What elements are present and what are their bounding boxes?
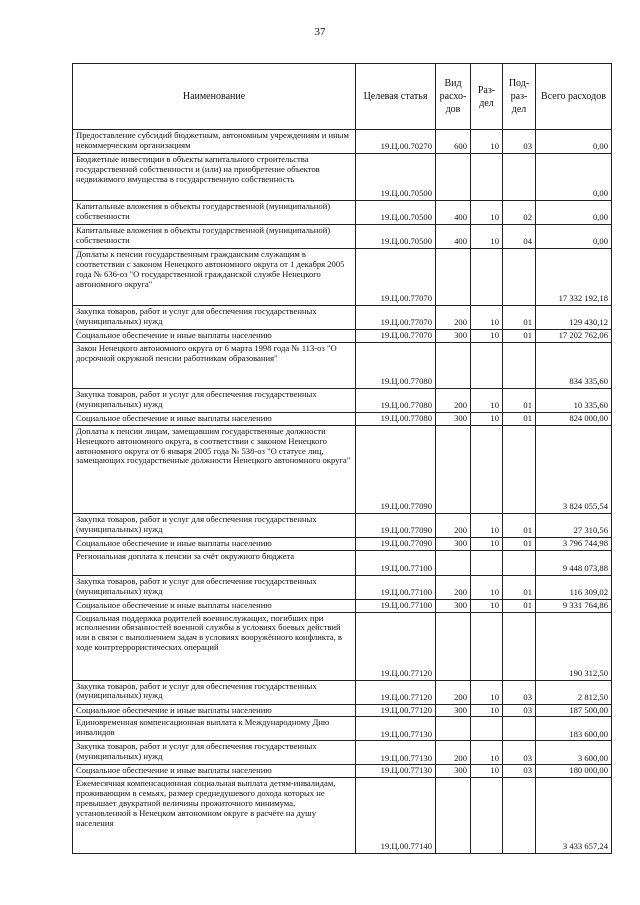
row-subsection: 01: [503, 537, 536, 550]
row-expense-type: 200: [436, 388, 471, 412]
row-subsection: 01: [503, 599, 536, 612]
row-expense-type: [436, 717, 471, 741]
row-expense-type: 400: [436, 225, 471, 249]
row-section: [471, 717, 503, 741]
row-total: 180 000,00: [536, 765, 612, 778]
row-target-article: 19.Ц.00.77120: [356, 680, 436, 704]
row-section: 10: [471, 513, 503, 537]
table-row: [73, 704, 612, 717]
row-total: 0,00: [536, 225, 612, 249]
row-expense-type: 200: [436, 741, 471, 765]
table-row: [73, 599, 612, 612]
row-name: Бюджетные инвестиции в объекты капитального строительства государственной собственности и (или) на приобретение объектов недвижимого имущества в государственную собственность: [73, 154, 356, 201]
row-subsection: [503, 249, 536, 306]
row-section: [471, 550, 503, 575]
row-total: 834 335,60: [536, 342, 612, 388]
row-expense-type: 300: [436, 330, 471, 343]
row-section: [471, 154, 503, 201]
row-section: 10: [471, 201, 503, 225]
table-row: [73, 154, 612, 201]
table-row: [73, 249, 612, 306]
row-name: Капитальные вложения в объекты государственной (муниципальной) собственности: [73, 201, 356, 225]
header-name: Наименование: [73, 64, 356, 130]
row-section: 10: [471, 130, 503, 154]
table-row: [73, 330, 612, 343]
row-name: Закупка товаров, работ и услуг для обеспечения государственных (муниципальных) нужд: [73, 306, 356, 330]
row-section: [471, 425, 503, 513]
row-expense-type: 300: [436, 537, 471, 550]
header-expense-type: Вид расхо- дов: [436, 64, 471, 130]
row-target-article: 19.Ц.00.77090: [356, 513, 436, 537]
row-expense-type: [436, 550, 471, 575]
row-expense-type: [436, 154, 471, 201]
table-row: [73, 537, 612, 550]
row-expense-type: [436, 425, 471, 513]
row-section: 10: [471, 388, 503, 412]
row-name: Доплаты к пенсии государственным гражданским служащим в соответствии с законом Ненецкого автономного округа от 1 декабря 2005 года № 636-оз "О государственной гражданской службе Ненецкого автономного округа": [73, 249, 356, 306]
row-subsection: [503, 550, 536, 575]
row-target-article: 19.Ц.00.77120: [356, 704, 436, 717]
header-total-expenses: Всего расходов: [536, 64, 612, 130]
table-row: [73, 765, 612, 778]
row-total: 3 824 055,54: [536, 425, 612, 513]
row-name: Закупка товаров, работ и услуг для обеспечения государственных (муниципальных) нужд: [73, 575, 356, 599]
row-target-article: 19.Ц.00.77090: [356, 425, 436, 513]
row-total: 190 312,50: [536, 612, 612, 680]
row-target-article: 19.Ц.00.77070: [356, 306, 436, 330]
row-section: [471, 342, 503, 388]
row-target-article: 19.Ц.00.77090: [356, 537, 436, 550]
row-target-article: 19.Ц.00.77080: [356, 388, 436, 412]
row-name: Социальное обеспечение и иные выплаты населению: [73, 704, 356, 717]
row-subsection: 01: [503, 306, 536, 330]
row-subsection: [503, 342, 536, 388]
row-total: 3 433 657,24: [536, 778, 612, 854]
row-target-article: 19.Ц.00.77100: [356, 599, 436, 612]
row-expense-type: 300: [436, 599, 471, 612]
row-name: Закон Ненецкого автономного округа от 6 марта 1998 года № 113-оз "О досрочной окружной пенсии работникам образования": [73, 342, 356, 388]
row-expense-type: [436, 342, 471, 388]
row-total: 824 000,00: [536, 412, 612, 425]
row-section: [471, 249, 503, 306]
row-name: Капитальные вложения в объекты государственной (муниципальной) собственности: [73, 225, 356, 249]
row-subsection: [503, 154, 536, 201]
row-name: Закупка товаров, работ и услуг для обеспечения государственных (муниципальных) нужд: [73, 388, 356, 412]
table-row: [73, 513, 612, 537]
table-row: [73, 778, 612, 854]
row-subsection: 03: [503, 741, 536, 765]
row-section: 10: [471, 330, 503, 343]
row-subsection: [503, 717, 536, 741]
table-row: [73, 612, 612, 680]
row-section: 10: [471, 704, 503, 717]
row-section: [471, 778, 503, 854]
budget-table: [72, 63, 612, 854]
row-section: 10: [471, 741, 503, 765]
row-total: 0,00: [536, 201, 612, 225]
row-name: Социальная поддержка родителей военнослужащих, погибших при исполнении обязанностей военной службы в условиях боевых действий или в связи с выполнением задач в условиях вооружённого конфликта, в ходе контртеррористических операций: [73, 612, 356, 680]
row-target-article: 19.Ц.00.77130: [356, 717, 436, 741]
row-subsection: [503, 778, 536, 854]
row-subsection: 01: [503, 330, 536, 343]
row-expense-type: [436, 778, 471, 854]
row-name: Социальное обеспечение и иные выплаты населению: [73, 537, 356, 550]
header-target-article: Целевая статья: [356, 64, 436, 130]
row-section: 10: [471, 765, 503, 778]
row-subsection: 03: [503, 765, 536, 778]
row-expense-type: 600: [436, 130, 471, 154]
row-expense-type: 200: [436, 306, 471, 330]
table-row: [73, 225, 612, 249]
header-section: Раз- дел: [471, 64, 503, 130]
row-total: 17 202 762,06: [536, 330, 612, 343]
row-target-article: 19.Ц.00.77130: [356, 741, 436, 765]
row-expense-type: [436, 249, 471, 306]
row-total: 3 600,00: [536, 741, 612, 765]
row-subsection: [503, 612, 536, 680]
row-section: 10: [471, 225, 503, 249]
row-target-article: 19.Ц.00.77070: [356, 330, 436, 343]
row-section: 10: [471, 306, 503, 330]
row-target-article: 19.Ц.00.77100: [356, 550, 436, 575]
row-subsection: [503, 425, 536, 513]
row-subsection: 02: [503, 201, 536, 225]
row-subsection: 01: [503, 388, 536, 412]
table-header-row: [73, 64, 612, 130]
table-row: [73, 201, 612, 225]
table-row: [73, 575, 612, 599]
row-section: 10: [471, 537, 503, 550]
row-expense-type: 300: [436, 412, 471, 425]
table-row: [73, 550, 612, 575]
row-target-article: 19.Ц.00.77120: [356, 612, 436, 680]
row-name: Социальное обеспечение и иные выплаты населению: [73, 599, 356, 612]
row-section: [471, 612, 503, 680]
row-total: 17 332 192,18: [536, 249, 612, 306]
table-row: [73, 130, 612, 154]
row-target-article: 19.Ц.00.70500: [356, 154, 436, 201]
row-target-article: 19.Ц.00.77130: [356, 765, 436, 778]
row-name: Ежемесячная компенсационная социальная выплата детям-инвалидам, проживающим в семьях, размер среднедушевого дохода которых не превышает двукратной величины прожиточного минимума, установленной в Ненецком автономном округе в расчёте на душу населения: [73, 778, 356, 854]
row-subsection: 01: [503, 513, 536, 537]
row-total: 116 309,02: [536, 575, 612, 599]
row-total: 0,00: [536, 130, 612, 154]
row-total: 129 430,12: [536, 306, 612, 330]
row-expense-type: 400: [436, 201, 471, 225]
row-total: 183 600,00: [536, 717, 612, 741]
row-total: 10 335,60: [536, 388, 612, 412]
row-expense-type: 200: [436, 680, 471, 704]
row-target-article: 19.Ц.00.70500: [356, 201, 436, 225]
header-subsection: Под- раз- дел: [503, 64, 536, 130]
row-target-article: 19.Ц.00.70500: [356, 225, 436, 249]
table-row: [73, 741, 612, 765]
row-target-article: 19.Ц.00.77080: [356, 342, 436, 388]
row-target-article: 19.Ц.00.77080: [356, 412, 436, 425]
table-row: [73, 306, 612, 330]
table-row: [73, 342, 612, 388]
table-row: [73, 412, 612, 425]
row-total: 9 331 764,86: [536, 599, 612, 612]
row-name: Закупка товаров, работ и услуг для обеспечения государственных (муниципальных) нужд: [73, 680, 356, 704]
row-section: 10: [471, 575, 503, 599]
table-row: [73, 680, 612, 704]
row-target-article: 19.Ц.00.77100: [356, 575, 436, 599]
row-total: 187 500,00: [536, 704, 612, 717]
row-section: 10: [471, 599, 503, 612]
row-name: Социальное обеспечение и иные выплаты населению: [73, 330, 356, 343]
row-name: Единовременная компенсационная выплата к Международному Дню инвалидов: [73, 717, 356, 741]
row-expense-type: 200: [436, 513, 471, 537]
row-target-article: 19.Ц.00.77140: [356, 778, 436, 854]
row-total: 27 310,56: [536, 513, 612, 537]
row-section: 10: [471, 412, 503, 425]
row-expense-type: 300: [436, 704, 471, 717]
row-name: Предоставление субсидий бюджетным, автономным учреждениям и иным некоммерческим организациям: [73, 130, 356, 154]
row-name: Доплаты к пенсии лицам, замещавшим государственные должности Ненецкого автономного округа, в соответствии с законом Ненецкого автономного округа от 6 января 2005 года № 538-оз "О статусе лиц, замещающих государственные должности Ненецкого автономного округа": [73, 425, 356, 513]
row-name: Региональная доплата к пенсии за счёт окружного бюджета: [73, 550, 356, 575]
row-expense-type: 200: [436, 575, 471, 599]
row-name: Закупка товаров, работ и услуг для обеспечения государственных (муниципальных) нужд: [73, 741, 356, 765]
row-total: 2 812,50: [536, 680, 612, 704]
row-subsection: 04: [503, 225, 536, 249]
row-name: Социальное обеспечение и иные выплаты населению: [73, 412, 356, 425]
row-name: Социальное обеспечение и иные выплаты населению: [73, 765, 356, 778]
row-subsection: 03: [503, 704, 536, 717]
row-name: Закупка товаров, работ и услуг для обеспечения государственных (муниципальных) нужд: [73, 513, 356, 537]
row-expense-type: 300: [436, 765, 471, 778]
row-subsection: 01: [503, 575, 536, 599]
row-expense-type: [436, 612, 471, 680]
table-row: [73, 717, 612, 741]
row-total: 3 796 744,98: [536, 537, 612, 550]
row-subsection: 01: [503, 412, 536, 425]
row-target-article: 19.Ц.00.77070: [356, 249, 436, 306]
row-section: 10: [471, 680, 503, 704]
table-row: [73, 425, 612, 513]
row-total: 0,00: [536, 154, 612, 201]
row-target-article: 19.Ц.00.70270: [356, 130, 436, 154]
row-subsection: 03: [503, 680, 536, 704]
table-body: [73, 130, 612, 854]
table-row: [73, 388, 612, 412]
page-number: 37: [314, 26, 326, 38]
row-total: 9 448 073,88: [536, 550, 612, 575]
row-subsection: 03: [503, 130, 536, 154]
